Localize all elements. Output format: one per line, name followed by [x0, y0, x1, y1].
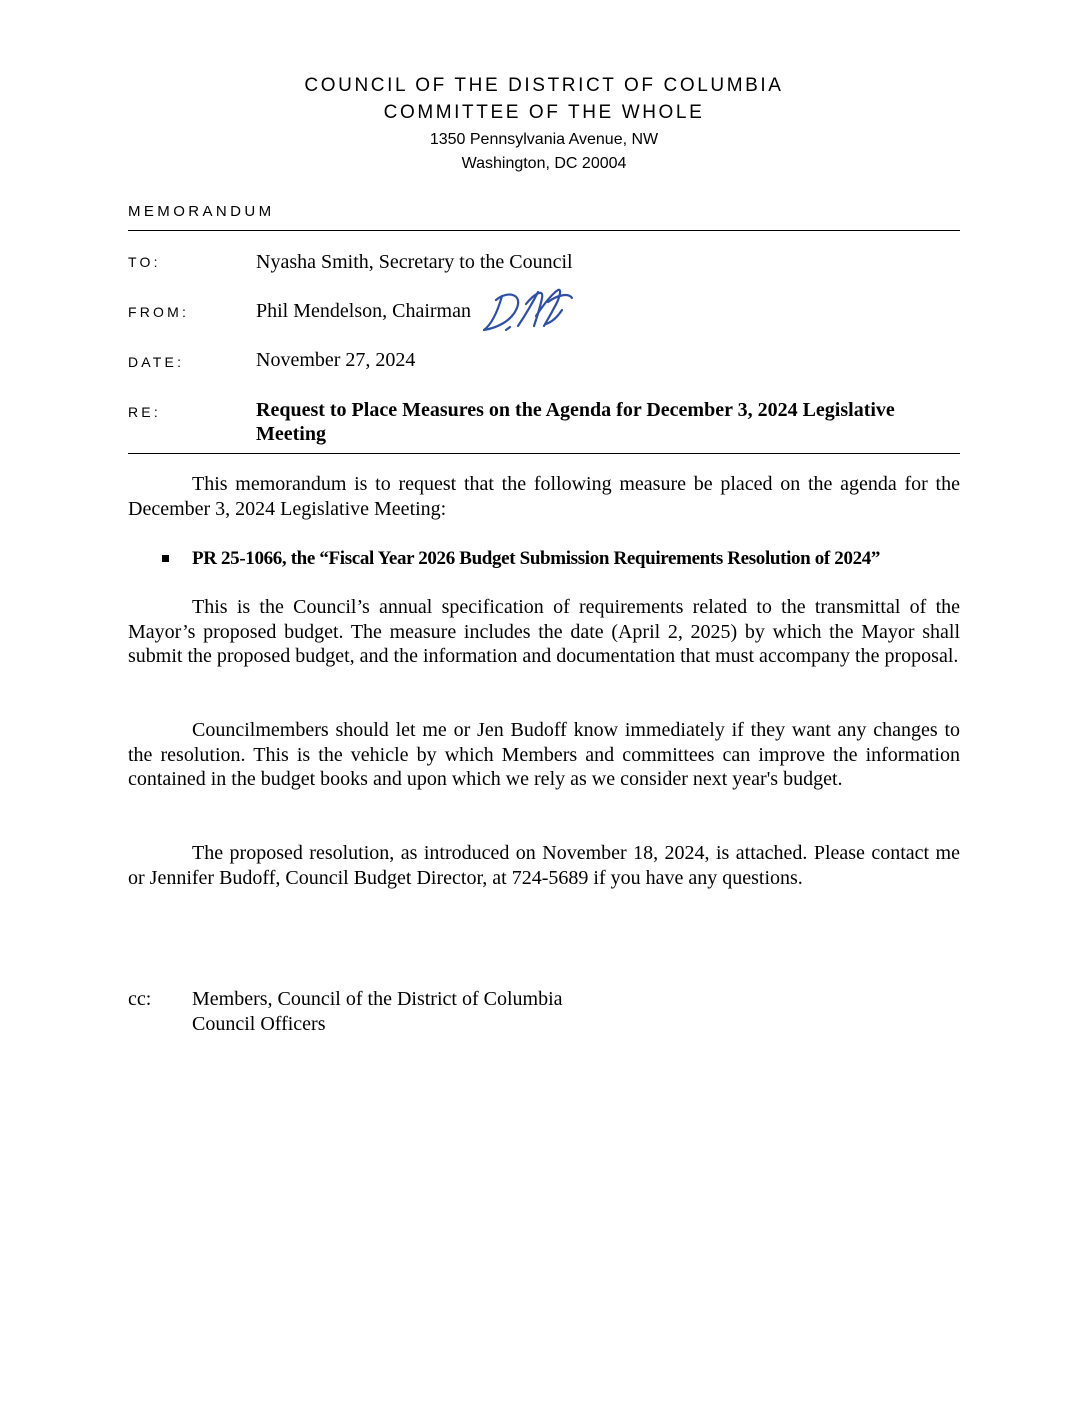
- to-value: Nyasha Smith, Secretary to the Council: [256, 251, 573, 273]
- letterhead-organization: COUNCIL OF THE DISTRICT OF COLUMBIA: [304, 75, 784, 96]
- re-label: RE:: [128, 404, 161, 420]
- header-bottom-rule: [128, 453, 960, 454]
- letterhead-address-line2: Washington, DC 20004: [461, 155, 627, 172]
- header-top-rule: [128, 230, 960, 231]
- handwritten-signature-initials-icon: [478, 286, 578, 334]
- date-value: November 27, 2024: [256, 349, 416, 371]
- square-bullet-icon: [162, 555, 169, 562]
- memorandum-label: MEMORANDUM: [128, 203, 275, 220]
- agenda-measure-text: PR 25-1066, the “Fiscal Year 2026 Budget Submission Requirements Resolution of 2024”: [192, 548, 881, 569]
- to-label: TO:: [128, 254, 161, 270]
- date-label: DATE:: [128, 354, 185, 370]
- body-paragraph-4: The proposed resolution, as introduced on November 18, 2024, is attached. Please contact me or Jennifer Budoff, Council Budget Director, at 724-5689 if you have any questions.: [128, 842, 960, 889]
- letterhead-address-line1: 1350 Pennsylvania Avenue, NW: [429, 131, 659, 148]
- cc-label: cc:: [128, 988, 152, 1010]
- cc-recipient-1: Members, Council of the District of Columbia: [192, 988, 563, 1010]
- from-label: FROM:: [128, 304, 190, 320]
- body-paragraph-3: Councilmembers should let me or Jen Budoff know immediately if they want any changes to the resolution. This is the vehicle by which Members and committees can improve the information contained in the budget books and upon which we rely as we consider next year's budget.: [128, 719, 960, 790]
- from-value: Phil Mendelson, Chairman: [256, 300, 471, 322]
- body-paragraph-1: This memorandum is to request that the following measure be placed on the agenda for the December 3, 2024 Legislative Meeting:: [128, 473, 960, 520]
- cc-recipient-2: Council Officers: [192, 1013, 326, 1035]
- body-paragraph-2: This is the Council’s annual specification of requirements related to the transmittal of the Mayor’s proposed budget. The measure includes the date (April 2, 2025) by which the Mayor shall submit the proposed budget, and the information and documentation that must accompany the proposal.: [128, 596, 960, 667]
- re-value: Request to Place Measures on the Agenda for December 3, 2024 Legislative Meeting: [256, 399, 895, 445]
- letterhead-committee: COMMITTEE OF THE WHOLE: [383, 102, 705, 123]
